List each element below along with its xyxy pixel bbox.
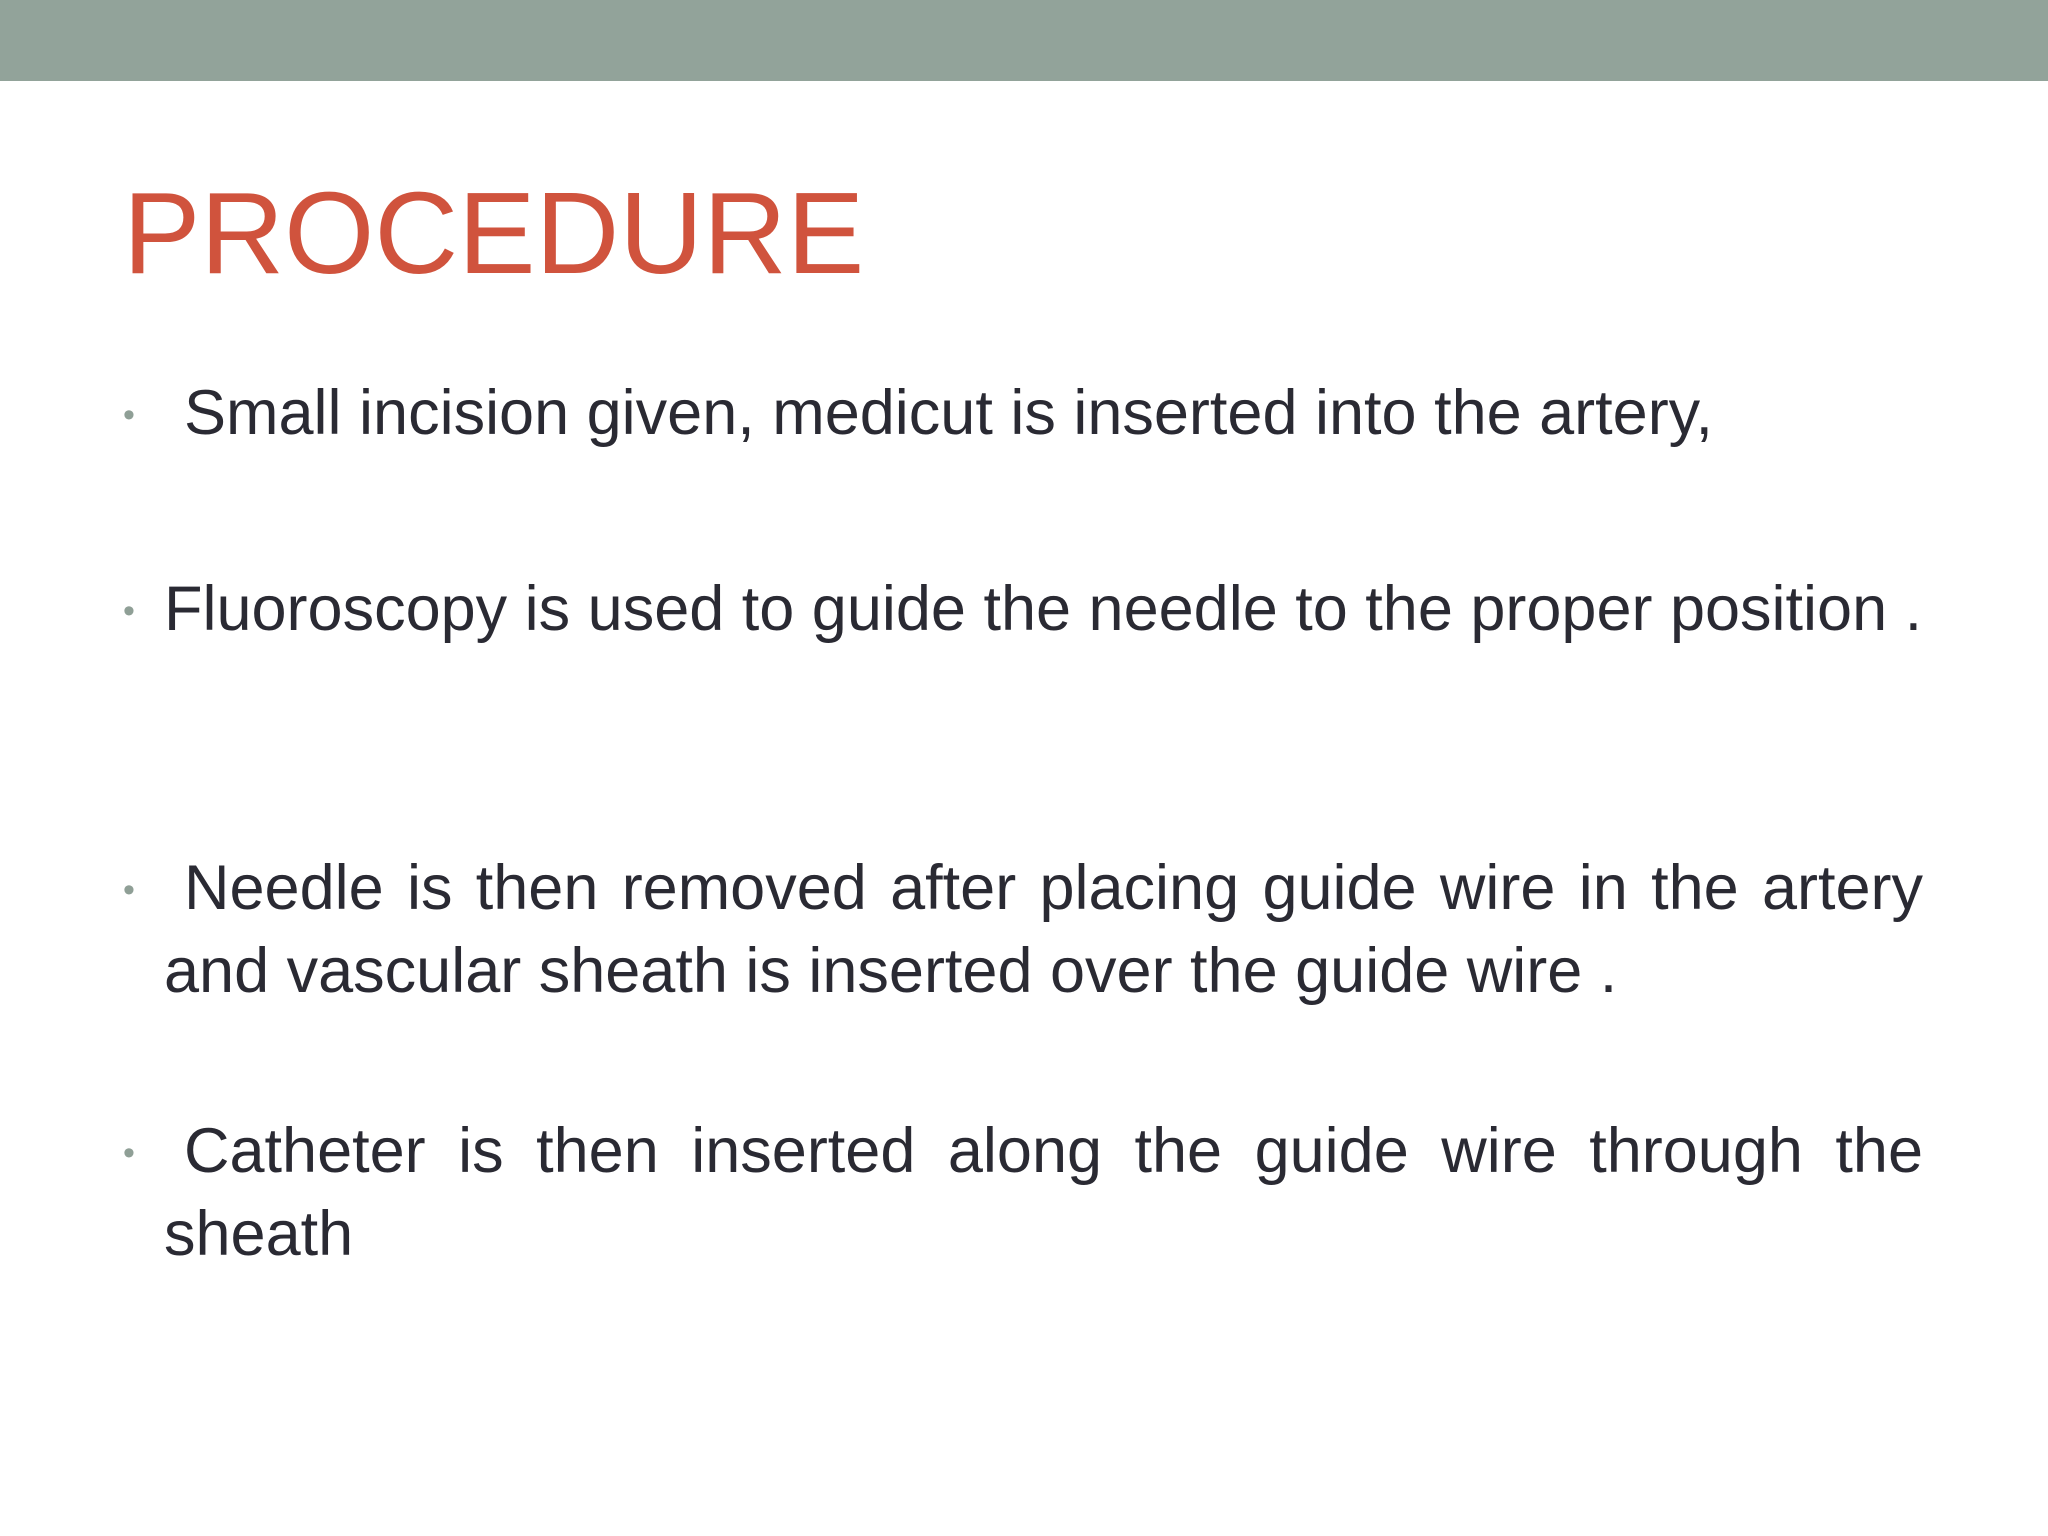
slide-title: PROCEDURE <box>123 168 865 298</box>
bullet-dot-icon: • <box>123 871 135 909</box>
bullet-text: Catheter is then inserted along the guide wire through the sheath <box>164 1116 1923 1269</box>
bullet-dot-icon: • <box>123 592 135 630</box>
bullet-text: Fluoroscopy is used to guide the needle to the proper position . <box>164 574 1923 644</box>
bullet-text: Small incision given, medicut is inserted into the artery, <box>184 378 1714 448</box>
top-accent-band <box>0 0 2048 81</box>
bullet-text: Needle is then removed after placing guide wire in the artery and vascular sheath is inserted over the guide wire . <box>164 853 1923 1006</box>
bullet-dot-icon: • <box>123 396 135 434</box>
bullet-dot-icon: • <box>123 1134 135 1172</box>
